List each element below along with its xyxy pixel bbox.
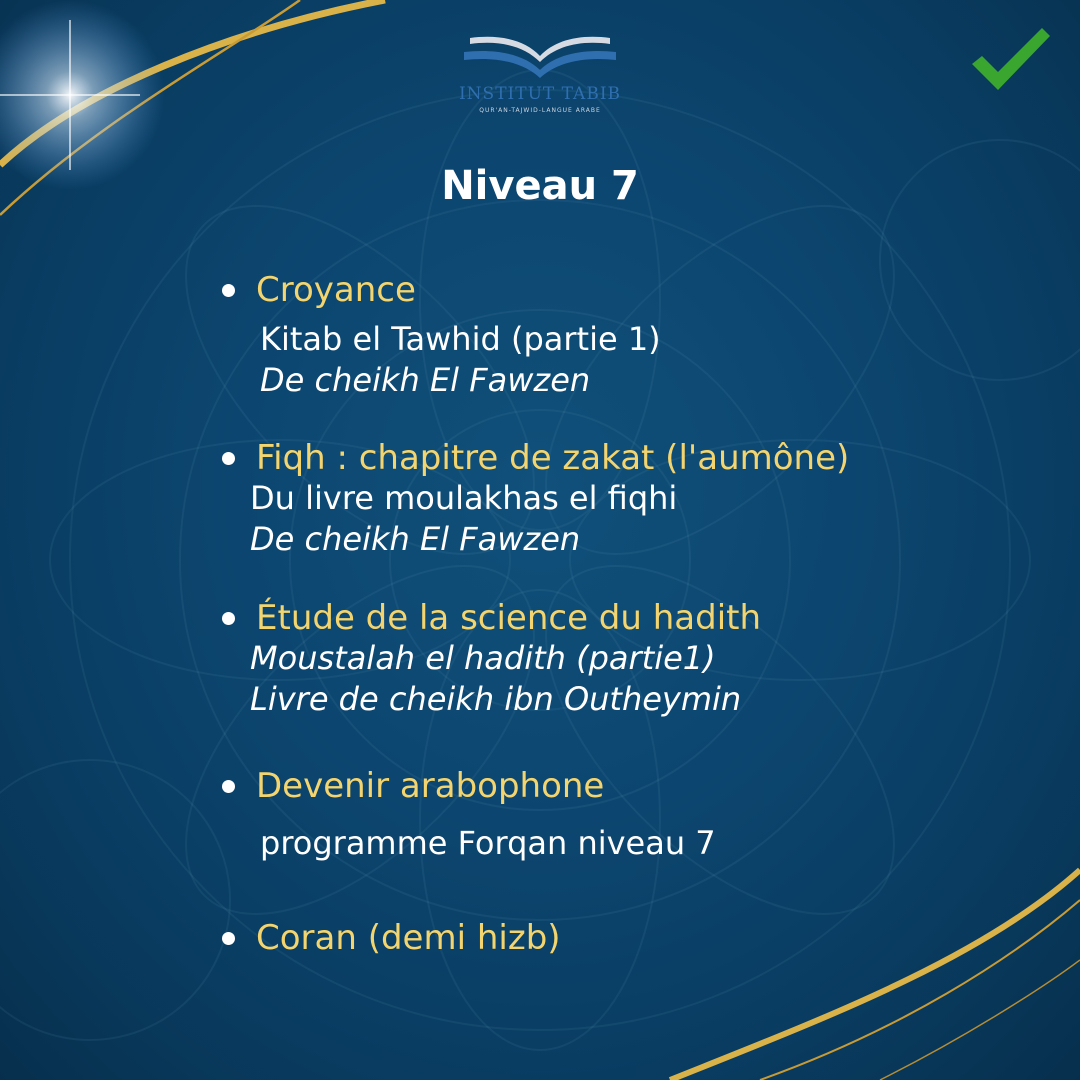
bullet-icon [222, 284, 235, 297]
section-heading-coran: Coran (demi hizb) [256, 918, 561, 958]
section-line: Moustalah el hadith (partie1) [250, 639, 716, 677]
institute-logo [440, 30, 640, 130]
logo-name: INSTITUT TABIB [458, 84, 622, 104]
section-line: Livre de cheikh ibn Outheymin [250, 680, 742, 718]
bullet-icon [222, 612, 235, 625]
section-line: De cheikh El Fawzen [260, 361, 591, 399]
gold-arc-bottom-right [670, 870, 1080, 1080]
logo-tagline: QUR'AN-TAJWID-LANGUE ARABE [479, 107, 601, 114]
section-heading-arabophone: Devenir arabophone [256, 766, 605, 806]
page-title: Niveau 7 [441, 163, 639, 209]
section-line: programme Forqan niveau 7 [260, 824, 716, 862]
checkmark-icon [968, 24, 1052, 96]
open-book-logo-icon [460, 30, 620, 82]
bullet-icon [222, 932, 235, 945]
section-line: De cheikh El Fawzen [250, 520, 581, 558]
section-heading-fiqh: Fiqh : chapitre de zakat (l'aumône) [256, 438, 850, 478]
bullet-icon [222, 780, 235, 793]
section-heading-croyance: Croyance [256, 270, 416, 310]
section-line: Du livre moulakhas el fiqhi [250, 479, 678, 517]
bullet-icon [222, 452, 235, 465]
mandala-pattern [0, 70, 1080, 1050]
section-heading-hadith: Étude de la science du hadith [256, 598, 762, 638]
section-line: Kitab el Tawhid (partie 1) [260, 320, 661, 358]
